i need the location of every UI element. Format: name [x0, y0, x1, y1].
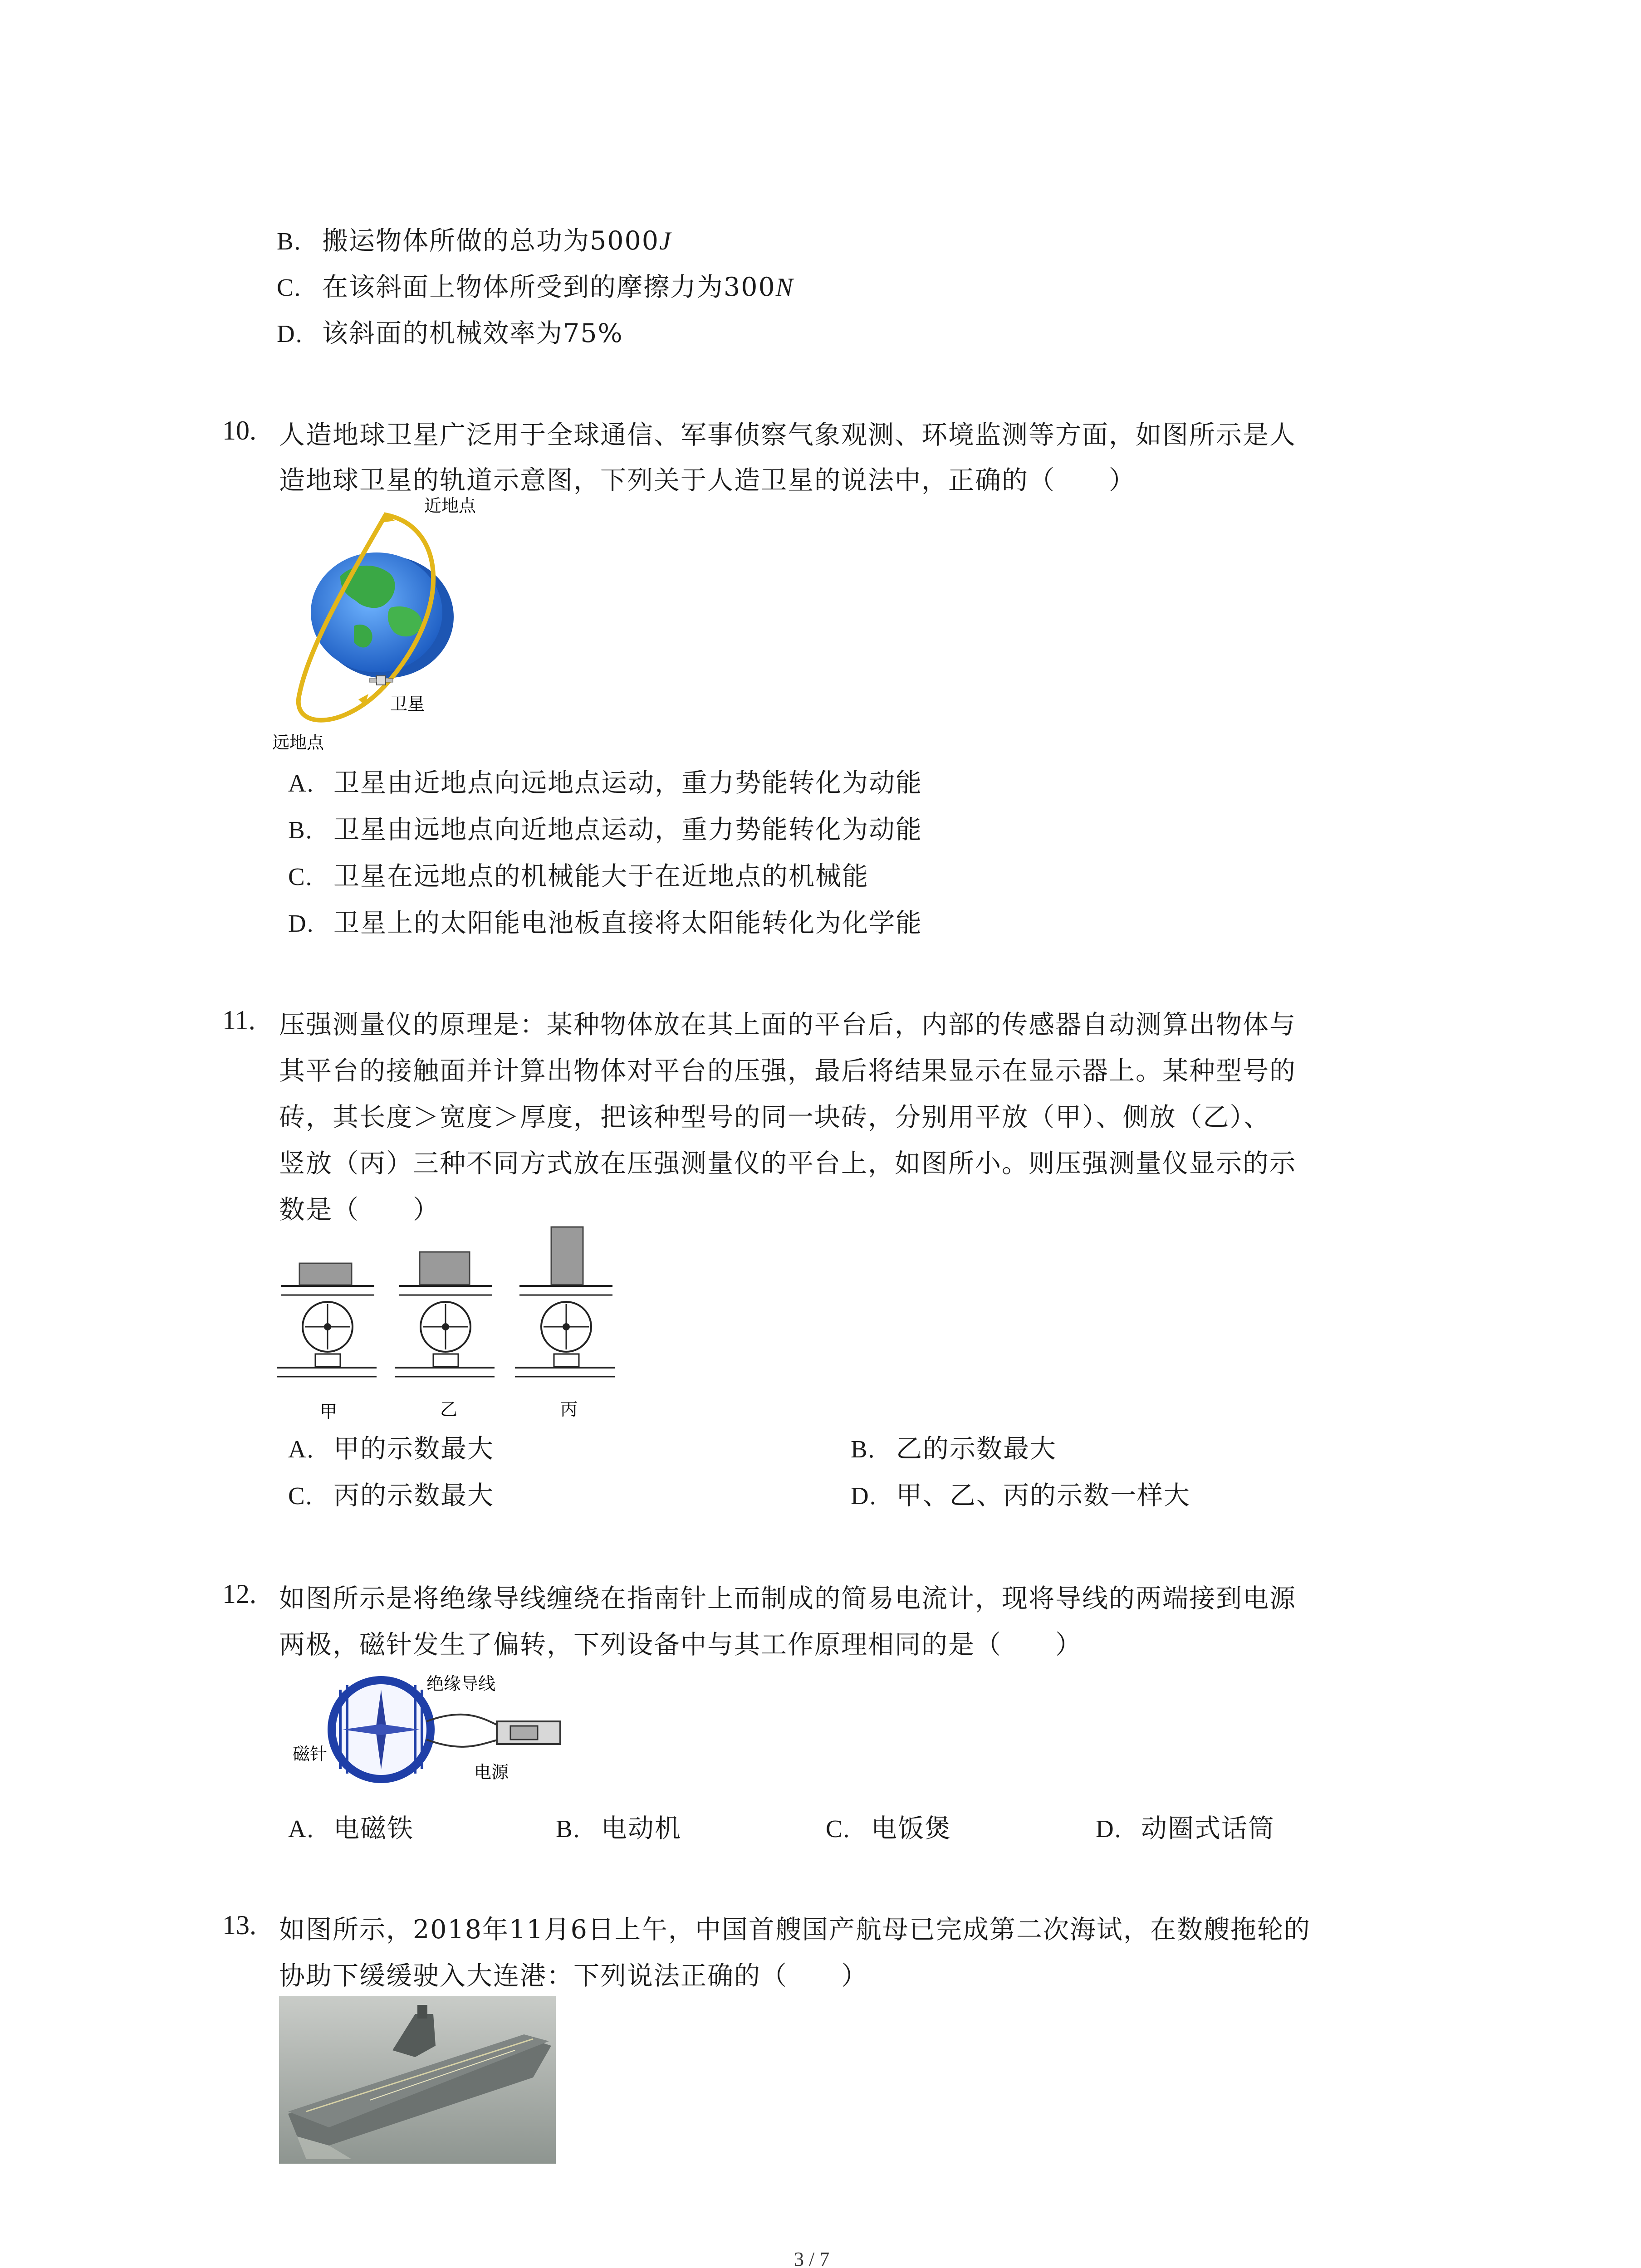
q10-option-b: B. 卫星由远地点向近地点运动，重力势能转化为动能	[288, 815, 922, 845]
q10-option-c: C. 卫星在远地点的机械能大于在近地点的机械能	[288, 861, 869, 891]
gauge-label-yi: 乙	[440, 1399, 458, 1419]
q13-stem-line2: 协助下缓缓驶入大连港：下列说法正确的（ ）	[279, 1961, 868, 1991]
q10-option-a: A. 卫星由近地点向远地点运动，重力势能转化为动能	[288, 768, 922, 798]
satellite-label: 卫星	[390, 694, 425, 714]
q11-stem-line: 压强测量仪的原理是：某种物体放在其上面的平台后，内部的传感器自动测算出物体与	[279, 1010, 1296, 1040]
wire-path	[426, 1715, 499, 1726]
q12-option-c: C. 电饭煲	[826, 1813, 951, 1843]
carrier-mast	[417, 2005, 427, 2019]
gauge-label-jia: 甲	[320, 1402, 338, 1422]
q11-number: 11.	[222, 1005, 255, 1035]
gauge-jia	[277, 1263, 377, 1377]
q9-option-d: D. 该斜面的机械效率为75%	[277, 318, 623, 348]
q11-option-d: D. 甲、乙、丙的示数一样大	[851, 1481, 1190, 1510]
page-number: 3 / 7	[794, 2248, 830, 2268]
needle-label: 磁针	[293, 1744, 328, 1764]
q12-stem-line2: 两极，磁针发生了偏转，下列设备中与其工作原理相同的是（ ）	[279, 1630, 1082, 1660]
q12-option-a: A. 电磁铁	[288, 1813, 414, 1843]
q11-stem-line: 数是（ ）	[279, 1195, 440, 1225]
q11-option-c: C. 丙的示数最大	[288, 1481, 494, 1510]
gauge-bing	[515, 1227, 615, 1377]
aircraft-carrier-photo	[279, 1996, 556, 2164]
q12-stem-line1: 如图所示是将绝缘导线缠绕在指南针上而制成的简易电流计，现将导线的两端接到电源	[279, 1584, 1296, 1613]
q10-stem-line2: 造地球卫星的轨道示意图，下列关于人造卫星的说法中，正确的（ ）	[279, 465, 1136, 495]
q10-option-d: D. 卫星上的太阳能电池板直接将太阳能转化为化学能	[288, 908, 922, 938]
battery-cell-icon	[510, 1726, 538, 1740]
q10-number: 10.	[222, 415, 256, 445]
galvanometer-figure	[290, 1672, 581, 1789]
perigee-label: 近地点	[424, 496, 476, 516]
q13-stem-line1: 如图所示，2018年11月6日上午，中国首艘国产航母已完成第二次海试，在数艘拖轮的	[279, 1915, 1311, 1945]
q11-option-b: B. 乙的示数最大	[851, 1434, 1057, 1464]
q11-stem-line: 其平台的接触面并计算出物体对平台的压强，最后将结果显示在显示器上。某种型号的	[279, 1056, 1296, 1086]
q13-number: 13.	[222, 1910, 256, 1940]
gauge-yi	[395, 1252, 495, 1377]
apogee-label: 远地点	[272, 733, 324, 753]
pressure-gauge-figure	[272, 1225, 635, 1424]
q12-option-b: B. 电动机	[556, 1813, 681, 1843]
q9-option-b: B. 搬运物体所做的总功为5000J	[277, 226, 672, 256]
q10-stem-line1: 人造地球卫星广泛用于全球通信、军事侦察气象观测、环境监测等方面，如图所示是人	[279, 420, 1296, 450]
q9-option-c: C. 在该斜面上物体所受到的摩擦力为300N	[277, 272, 794, 302]
q12-option-d: D. 动圈式话筒	[1096, 1813, 1275, 1843]
q11-stem-line: 砖，其长度＞宽度＞厚度，把该种型号的同一块砖，分别用平放（甲）、侧放（乙）、	[279, 1102, 1270, 1132]
q12-number: 12.	[222, 1579, 256, 1609]
q11-option-a: A. 甲的示数最大	[288, 1434, 494, 1464]
power-label: 电源	[474, 1762, 509, 1782]
q11-stem-line: 竖放（丙）三种不同方式放在压强测量仪的平台上，如图所小。则压强测量仪显示的示	[279, 1149, 1296, 1178]
gauge-label-bing: 丙	[560, 1399, 578, 1419]
satellite-orbit-figure	[272, 494, 526, 767]
wire-path	[426, 1740, 499, 1747]
wire-label: 绝缘导线	[426, 1674, 496, 1694]
